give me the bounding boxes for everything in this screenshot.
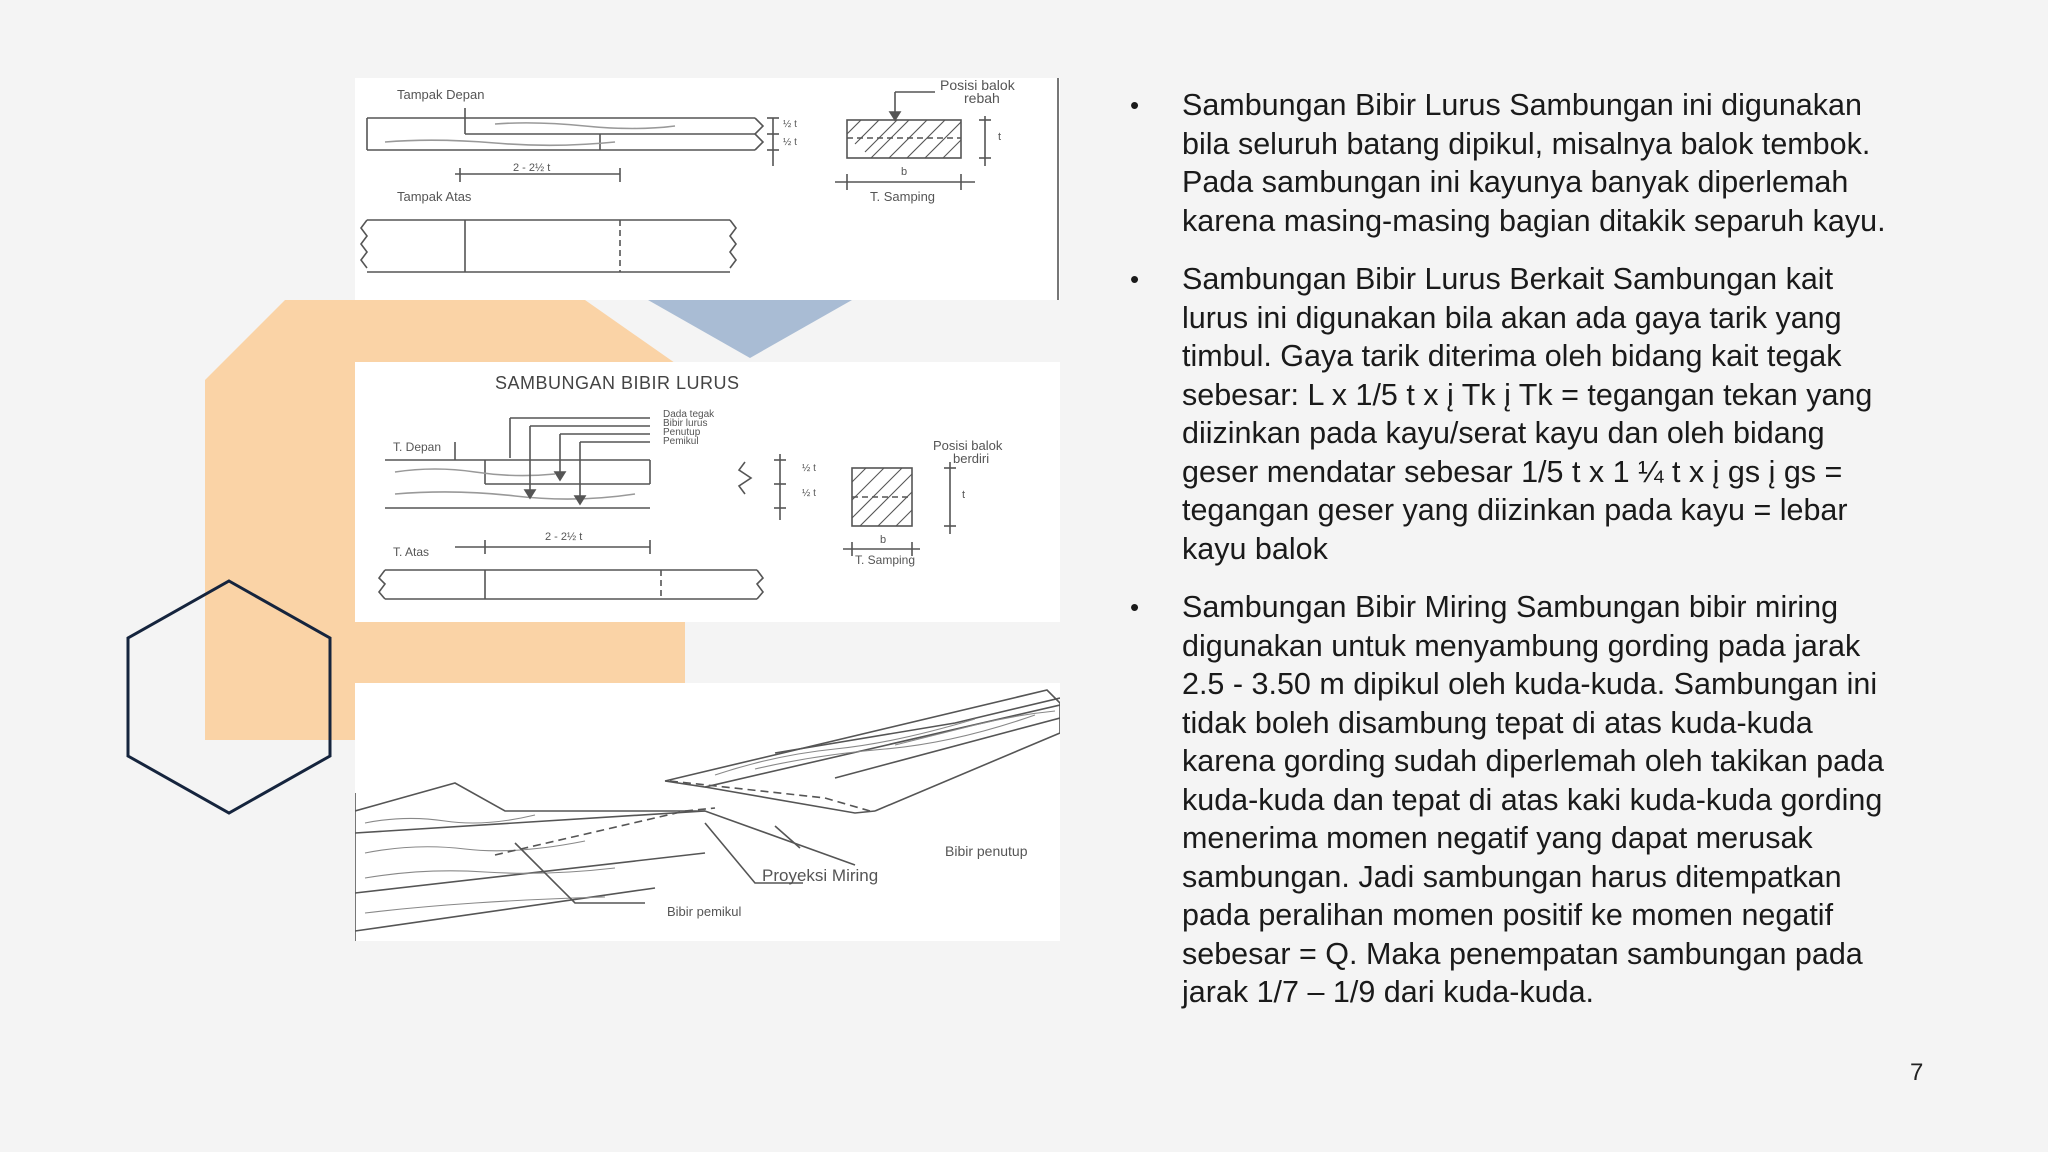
dimension-b: b: [901, 166, 908, 178]
page-number: 7: [1910, 1059, 1924, 1086]
label-side-view: T. Samping: [870, 189, 936, 204]
dimension-half-bottom: ½ t: [783, 137, 797, 148]
figure-title: SAMBUNGAN BIBIR LURUS: [495, 373, 740, 393]
hexagon-outline-decoration: [124, 578, 334, 818]
dimension-length: 2 - 2½ t: [513, 162, 551, 174]
label-proyeksi-miring: Proyeksi Miring: [762, 866, 879, 885]
dimension-t: t: [998, 131, 1002, 143]
dimension-t: t: [962, 489, 966, 501]
label-side-view: T. Samping: [855, 553, 916, 567]
label-bibir-pemikul: Bibir pemikul: [667, 904, 742, 919]
blue-triangle-decoration: [648, 300, 852, 358]
label-beam-position-line1: Posisi balok: [933, 438, 1003, 453]
label-beam-position-line1: Posisi balok: [940, 78, 1015, 93]
callout-dada-tegak: Dada tegak: [663, 409, 715, 420]
dimension-b: b: [880, 534, 887, 546]
label-beam-position-line2: berdiri: [953, 451, 990, 466]
callout-pemikul: Pemikul: [663, 436, 699, 447]
label-front-view: Tampak Depan: [397, 87, 485, 102]
label-beam-position-line2: rebah: [964, 90, 1000, 106]
bullet-list: [1130, 86, 1900, 1032]
joint-drawing-oblique: [355, 683, 1060, 941]
dimension-length: 2 - 2½ t: [545, 531, 583, 543]
joint-diagram-upright-beam: [355, 362, 1060, 622]
label-top-view: Tampak Atas: [397, 189, 472, 204]
bullet-item-bibir-miring: • Sambungan Bibir Miring Sambungan bibir miring digunakan untuk menyambung gording pada jarak 2.5 - 3.50 m dipikul oleh kuda-kuda. Sambungan ini tidak boleh disambung tepat di atas kuda-kuda karena gording sudah diperlemah oleh takikan pada kuda-kuda dan tepat di atas kaki kuda-kuda gording menerima momen negatif yang dapat merusak sambungan. Jadi sambungan harus ditempatkan pada peralihan momen positif ke momen negatif sebesar = Q. Maka penempatan sambungan pada jarak 1/7 – 1/9 dari kuda-kuda.: [1130, 588, 1900, 1012]
bullet-item-bibir-lurus-berkait: • Sambungan Bibir Lurus Berkait Sambungan kait lurus ini digunakan bila akan ada gaya tarik yang timbul. Gaya tarik diterima oleh bidang kait tegak sebesar: L x 1/5 t x į Tk į Tk = tegangan tekan yang diizinkan pada kayu/serat kayu dan oleh bidang geser mendatar sebesar 1/5 t x 1 ¼ t x į gs į gs = tegangan geser yang diizinkan pada kayu = lebar kayu balok: [1130, 260, 1900, 568]
callout-bibir-lurus: Bibir lurus: [663, 418, 708, 429]
bullet-item-bibir-lurus: • Sambungan Bibir Lurus Sambungan ini digunakan bila seluruh batang dipikul, misalnya balok tembok. Pada sambungan ini kayunya banyak diperlemah karena masing-masing bagian ditakik separuh kayu.: [1130, 86, 1900, 240]
joint-drawing-upright: [355, 362, 1060, 622]
label-bibir-penutup: Bibir penutup: [945, 843, 1028, 859]
label-top-view: T. Atas: [393, 545, 430, 559]
dimension-half-top: ½ t: [802, 463, 816, 474]
callout-penutup: Penutup: [663, 427, 701, 438]
dimension-half-bottom: ½ t: [802, 488, 816, 499]
dimension-half-top: ½ t: [783, 119, 797, 130]
joint-diagram-oblique: [355, 683, 1060, 941]
joint-diagram-flat-beam: [355, 78, 1060, 300]
label-front-view: T. Depan: [393, 440, 442, 454]
